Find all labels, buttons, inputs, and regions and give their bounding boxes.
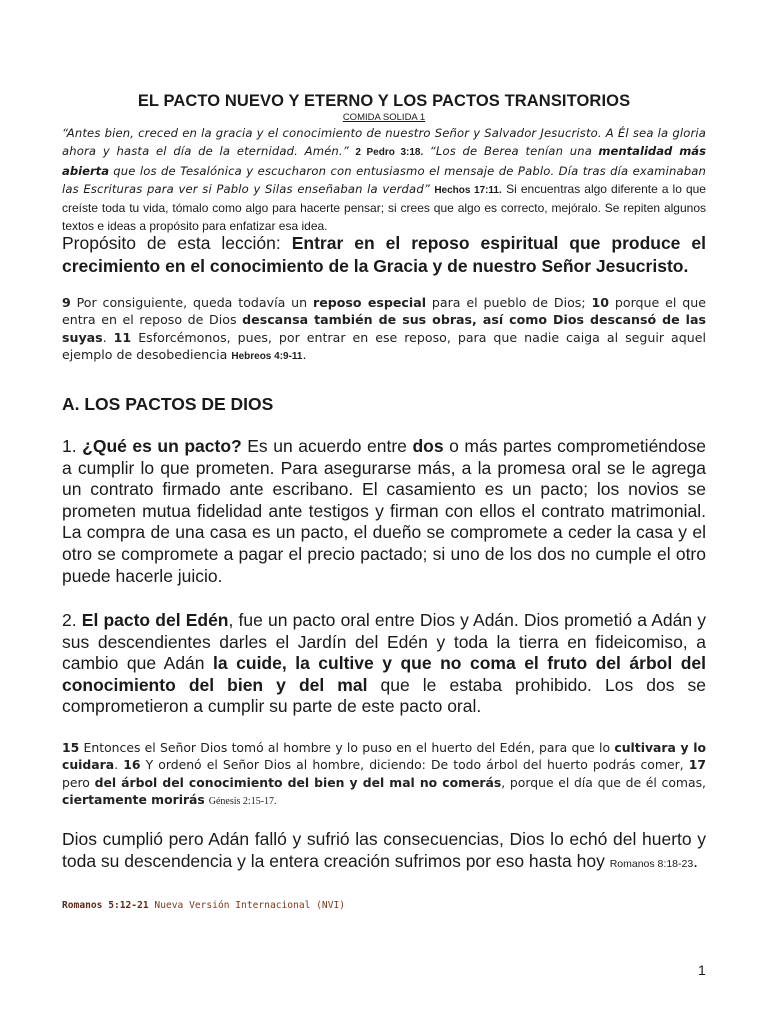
verse-emphasis: descansa también de sus obras, así como Dios descansó de las suyas	[62, 312, 706, 345]
verse-block-genesis	[62, 739, 706, 811]
paragraph-text: .	[693, 850, 699, 871]
paragraph-question: ¿Qué es un pacto?	[82, 436, 242, 456]
verse-text: .	[102, 329, 107, 345]
paragraph-text: o más partes comprometiéndose a cumplir lo que prometen. Para asegurarse más, a la promesa oral se le agrega un contrato firmado ante escribano. El casamiento es un pacto; los novios se prometen mutua fidelidad ante testigos y firman con ellos el contrato matrimonial. La compra de una casa es un pacto, el dueño se compromete a ceder la casa y el otro se compromete a pagar el precio pactado; si uno de los dos no cumple el otro puede hacerle juicio.	[62, 436, 706, 586]
verse-text: pero	[62, 774, 90, 790]
verse-number: 10	[591, 295, 610, 310]
epigraph-quote-2a: “Los de Berea tenían una	[429, 144, 592, 159]
paragraph-text: que le estaba prohibido. Los dos se comprometieron a cumplir su parte de este pacto oral.	[62, 674, 706, 717]
section-heading: A. LOS PACTOS DE DIOS	[62, 394, 274, 414]
verse-text: porque el que entra en el reposo de Dios	[62, 295, 706, 328]
verse-emphasis: del árbol del conocimiento del bien y del mal no comerás	[94, 774, 502, 790]
purpose-statement	[62, 232, 706, 277]
verse-reference: Génesis 2:15-17.	[208, 796, 277, 808]
verse-number: 16	[123, 757, 141, 773]
verse-number: 17	[688, 757, 706, 773]
paragraph-number: 1.	[62, 436, 77, 456]
footer-passage: Romanos 5:12-21	[62, 900, 149, 911]
verse-text: Esforcémonos, pues, por entrar en ese reposo, para que nadie caiga al seguir aquel ejemplo de desobediencia	[62, 329, 706, 363]
paragraph-reference: Romanos 8:18-23	[609, 857, 694, 870]
verse-text: Y ordenó el Señor Dios al hombre, diciendo: De todo árbol del huerto podrás comer,	[145, 757, 684, 773]
paragraph-text: , fue un pacto oral entre Dios y Adán. Dios prometió a Adán y sus descendientes darles el Jardín del Edén y toda la tierra en fideicomiso, a cambio que Adán	[62, 610, 706, 674]
paragraph-emphasis: El pacto del Edén	[81, 610, 229, 630]
verse-text: , porque el día que de él comas,	[501, 774, 706, 790]
purpose-text: Entrar en el reposo espiritual que produce el crecimiento en el conocimiento de la Gracia y de nuestro Señor Jesucristo.	[62, 233, 706, 276]
paragraph-text: Dios cumplió pero Adán falló y sufrió las consecuencias, Dios lo echó del huerto y toda su descendencia y la entera creación sufrimos por eso hasta hoy	[62, 829, 706, 871]
epigraph-ref-2: Hechos 17:11	[434, 184, 499, 196]
verse-emphasis: cultivara y lo cuidara	[62, 740, 706, 773]
paragraph-emphasis: dos	[412, 436, 444, 456]
verse-block-hebrews	[62, 294, 706, 366]
footer-version: Nueva Versión Internacional (NVI)	[154, 900, 346, 911]
epigraph-quote-2b: que los de Tesalónica y escucharon con entusiasmo el mensaje de Pablo. Día tras día examinaban las Escrituras para ver si Pablo y Silas enseñaban la verdad”	[62, 163, 706, 196]
epigraph-note: Si encuentras algo diferente a lo que creíste toda tu vida, tómalo como algo para hacerte pensar; si crees que algo es correcto, mejóralo. Se repiten algunos textos e ideas a propósito para enfatizar esa idea.	[62, 181, 706, 234]
verse-text: .	[114, 757, 119, 773]
page-number: 1	[698, 962, 706, 978]
epigraph-quote-2-bold: mentalidad más abierta	[62, 144, 706, 178]
verse-text: Por consiguiente, queda todavía un	[76, 295, 308, 310]
verse-number: 9	[62, 295, 71, 310]
paragraph-number: 2.	[62, 610, 77, 630]
verse-text: Entonces el Señor Dios tomó al hombre y lo puso en el huerto del Edén, para que lo	[83, 740, 611, 755]
footer-reference	[62, 900, 345, 911]
purpose-label: Propósito de esta lección:	[62, 233, 281, 253]
paragraph-eden-covenant	[62, 610, 706, 718]
verse-number: 11	[113, 329, 132, 345]
epigraph-ref-1: 2 Pedro 3:18	[355, 147, 421, 159]
paragraph-text: Es un acuerdo entre	[247, 436, 407, 456]
verse-number: 15	[62, 740, 80, 755]
paragraph-consequences	[62, 829, 706, 875]
verse-text: para el pueblo de Dios;	[431, 295, 586, 310]
paragraph-what-is-covenant	[62, 436, 706, 587]
verse-reference: Hebreos 4:9-11	[231, 351, 303, 363]
verse-emphasis: reposo especial	[313, 295, 427, 310]
document-subtitle: COMIDA SOLIDA 1	[342, 112, 426, 123]
paragraph-emphasis: la cuide, la cultive y que no coma el fruto del árbol del conocimiento del bien y del mal	[62, 653, 706, 695]
verse-text: .	[302, 347, 307, 363]
epigraph: “Antes bien, creced en la gracia y el conocimiento de nuestro Señor y Salvador Jesucristo. A Él sea la gloria ahora y hasta el día de la eternidad. Amén.” 2 Pedro 3:18. “Los de Berea tenían una mentalidad más abierta que los de Tesalónica y escucharon con entusiasmo el mensaje de Pablo. Día tras día examinaban las Escrituras para ver si Pablo y Silas enseñaban la verdad” Hechos 17:11. Si encuentras algo diferente a lo que creíste toda tu vida, tómalo como algo para hacerte pensar; si crees que algo es correcto, mejóralo. Se repiten algunos textos e ideas a propósito para enfatizar esa idea.	[62, 126, 706, 234]
document-title: EL PACTO NUEVO Y ETERNO Y LOS PACTOS TRANSITORIOS	[137, 92, 631, 110]
epigraph-quote-1: “Antes bien, creced en la gracia y el conocimiento de nuestro Señor y Salvador Jesucristo. A Él sea la gloria ahora y hasta el día de la eternidad. Amén.”	[62, 126, 706, 159]
verse-emphasis: ciertamente morirás	[62, 792, 205, 808]
